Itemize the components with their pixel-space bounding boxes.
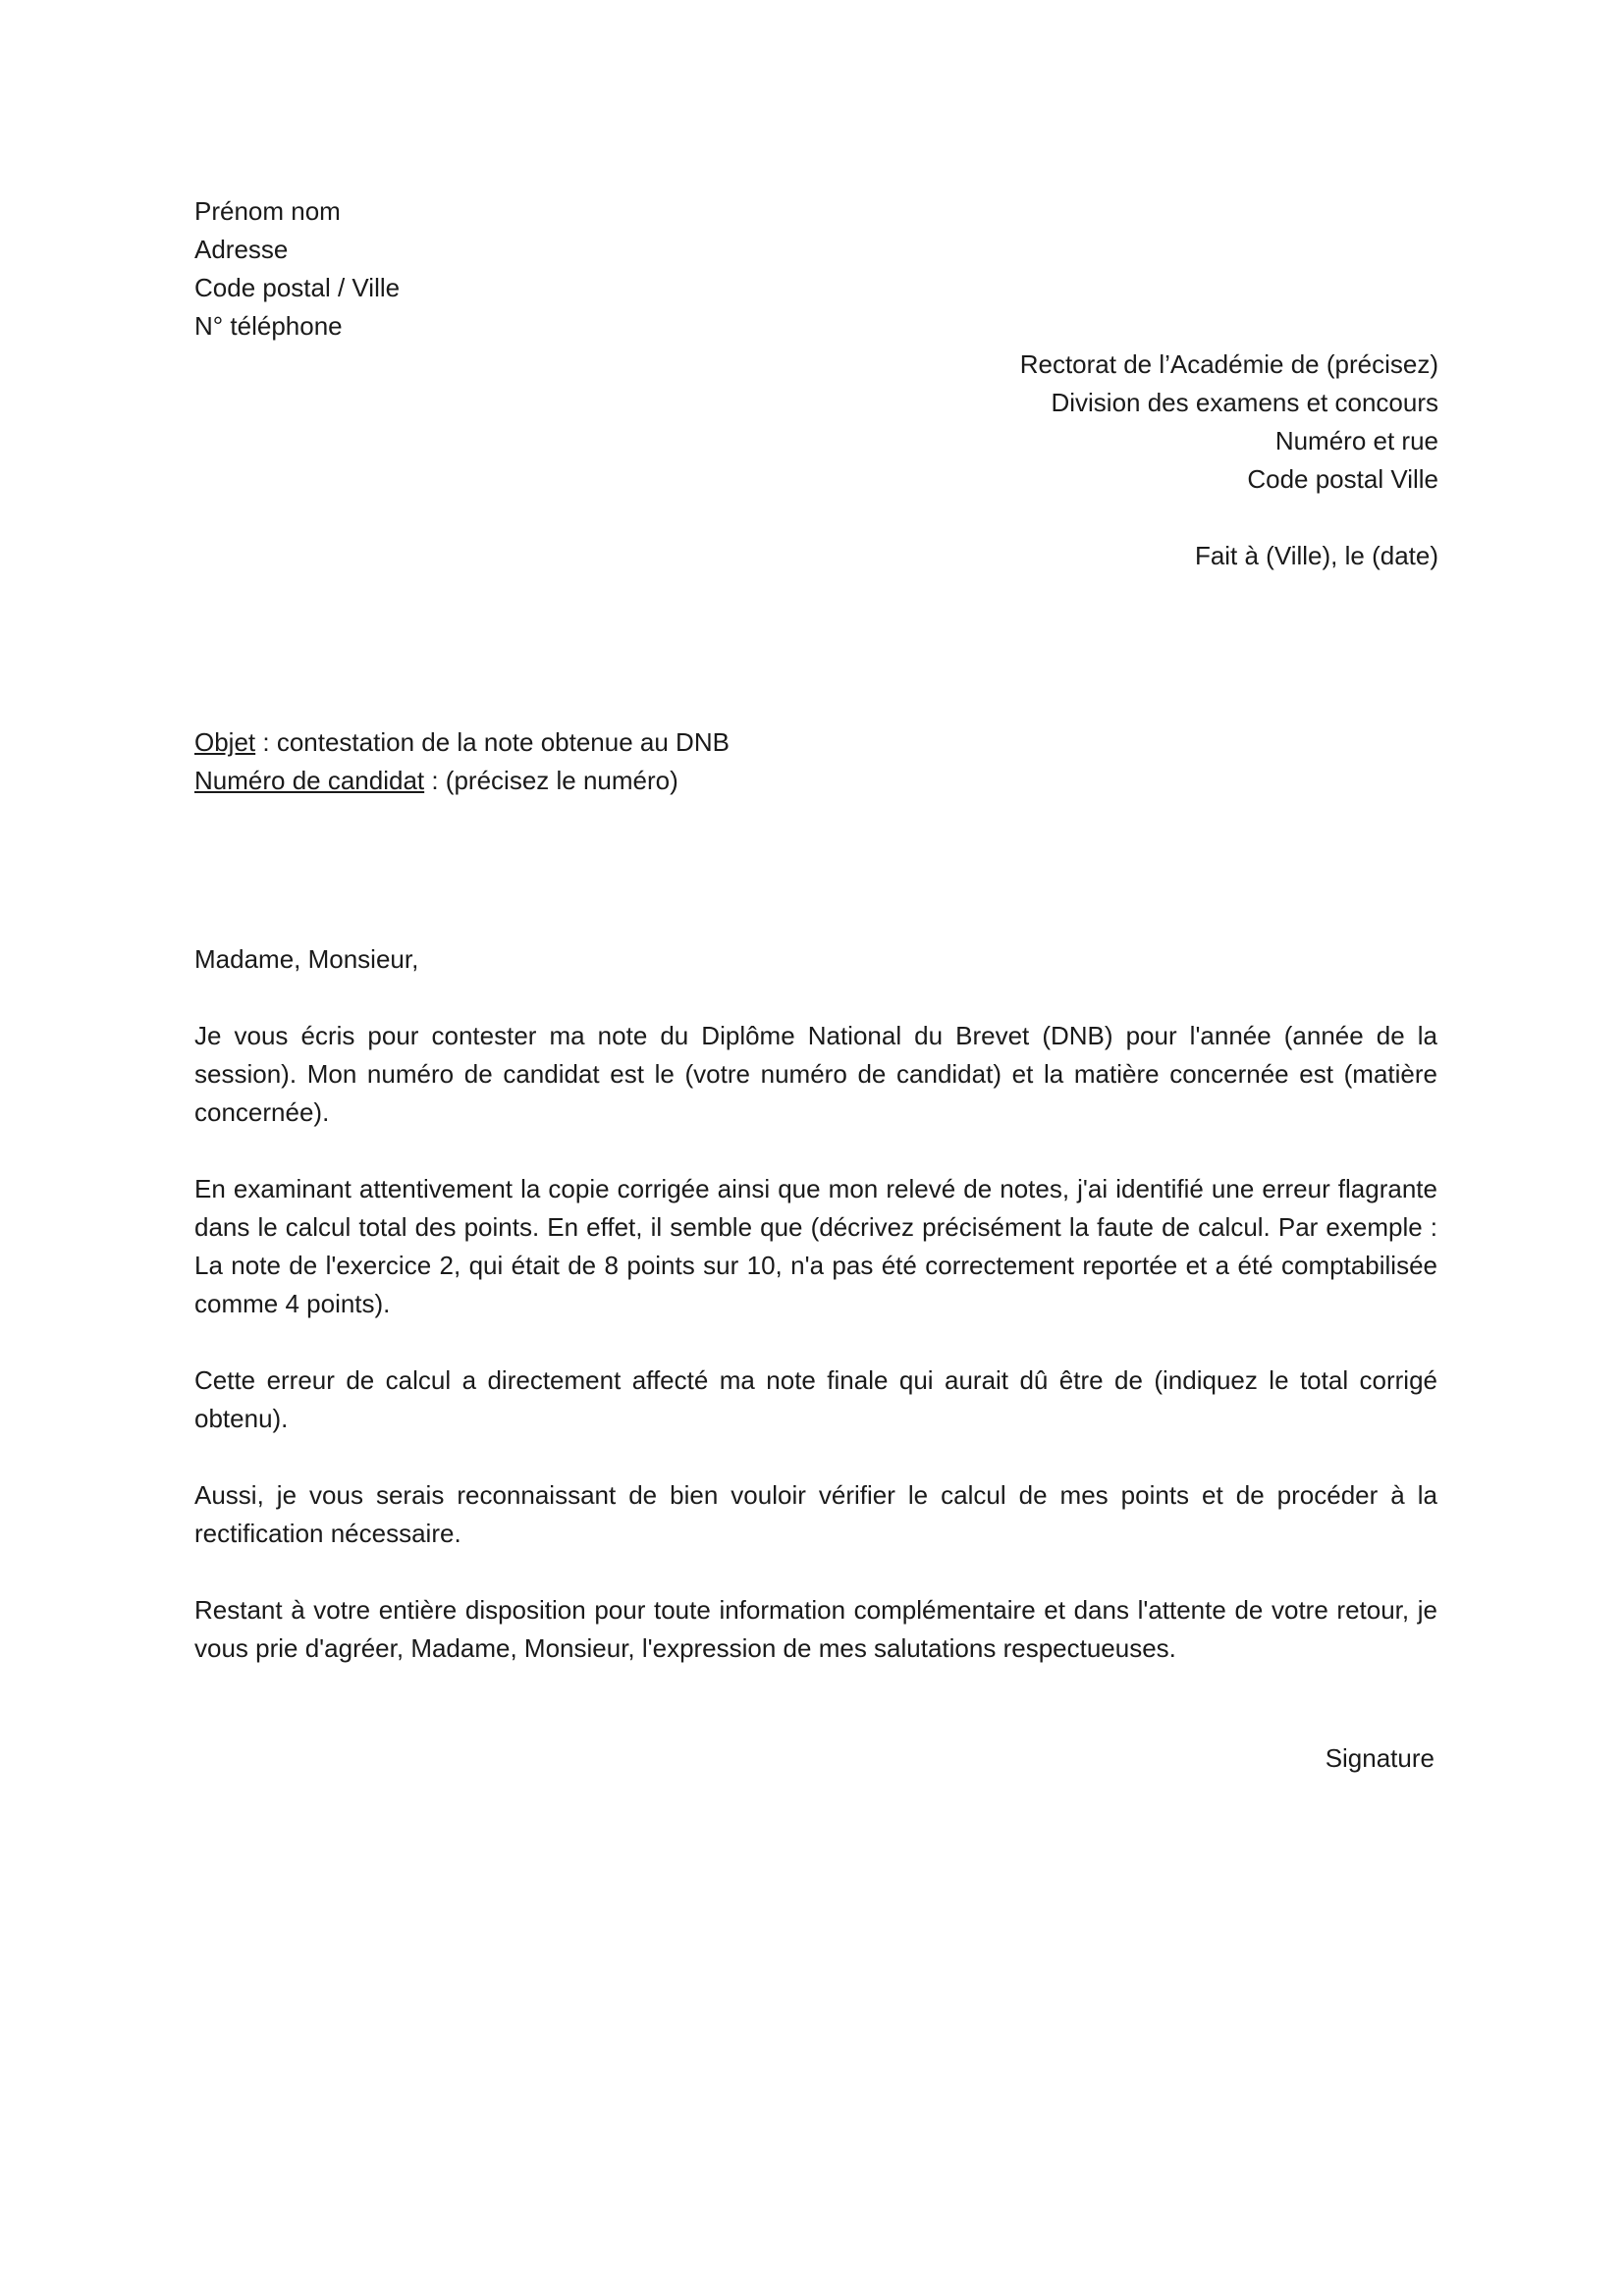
letter-body [194, 940, 1437, 1706]
recipient-line-1: Rectorat de l’Académie de (précisez) [1019, 349, 1438, 379]
place-and-date [555, 537, 1438, 575]
paragraph-request: Aussi, je vous serais reconnaissant de bien vouloir vérifier le calcul de mes points et de procéder à la rectification nécessaire. [194, 1480, 1437, 1548]
sender-name: Prénom nom [194, 196, 341, 226]
paragraph-closing: Restant à votre entière disposition pour toute information complémentaire et dans l'attente de votre retour, je vous prie d'agréer, Madame, Monsieur, l'expression de mes salutations respectueuses. [194, 1595, 1437, 1663]
signature-block [1042, 1739, 1435, 1778]
sender-address: Adresse [194, 235, 289, 264]
paragraph-impact: Cette erreur de calcul a directement affecté ma note finale qui aurait dû être de (indiquez le total corrigé obtenu). [194, 1365, 1437, 1433]
recipient-line-3: Numéro et rue [1274, 426, 1438, 455]
sender-phone: N° téléphone [194, 311, 343, 341]
objet-text: : contestation de la note obtenue au DNB [255, 727, 730, 757]
date-line: Fait à (Ville), le (date) [1194, 541, 1438, 570]
candidat-label: Numéro de candidat [194, 766, 425, 795]
candidate-number-line [194, 762, 1373, 800]
sender-block [194, 192, 784, 346]
subject-line [194, 723, 1373, 762]
sender-city: Code postal / Ville [194, 273, 401, 302]
paragraph-intro: Je vous écris pour contester ma note du Diplôme National du Brevet (DNB) pour l'année (année de la session). Mon numéro de candidat est le (votre numéro de candidat) et la matière concernée est (matière concernée). [194, 1021, 1437, 1127]
recipient-block [555, 346, 1438, 499]
salutation: Madame, Monsieur, [194, 944, 419, 974]
paragraph-error-description: En examinant attentivement la copie corrigée ainsi que mon relevé de notes, j'ai identifié une erreur flagrante dans le calcul total des points. En effet, il semble que (décrivez précisément la faute de calcul. Par exemple : La note de l'exercice 2, qui était de 8 points sur 10, n'a pas été correctement reportée et a été comptabilisée comme 4 points). [194, 1174, 1437, 1318]
candidat-text: : (précisez le numéro) [424, 766, 678, 795]
recipient-line-4: Code postal Ville [1247, 464, 1438, 494]
objet-label: Objet [194, 727, 256, 757]
recipient-line-2: Division des examens et concours [1051, 388, 1438, 417]
subject-block [194, 723, 1373, 800]
signature: Signature [1325, 1743, 1435, 1773]
